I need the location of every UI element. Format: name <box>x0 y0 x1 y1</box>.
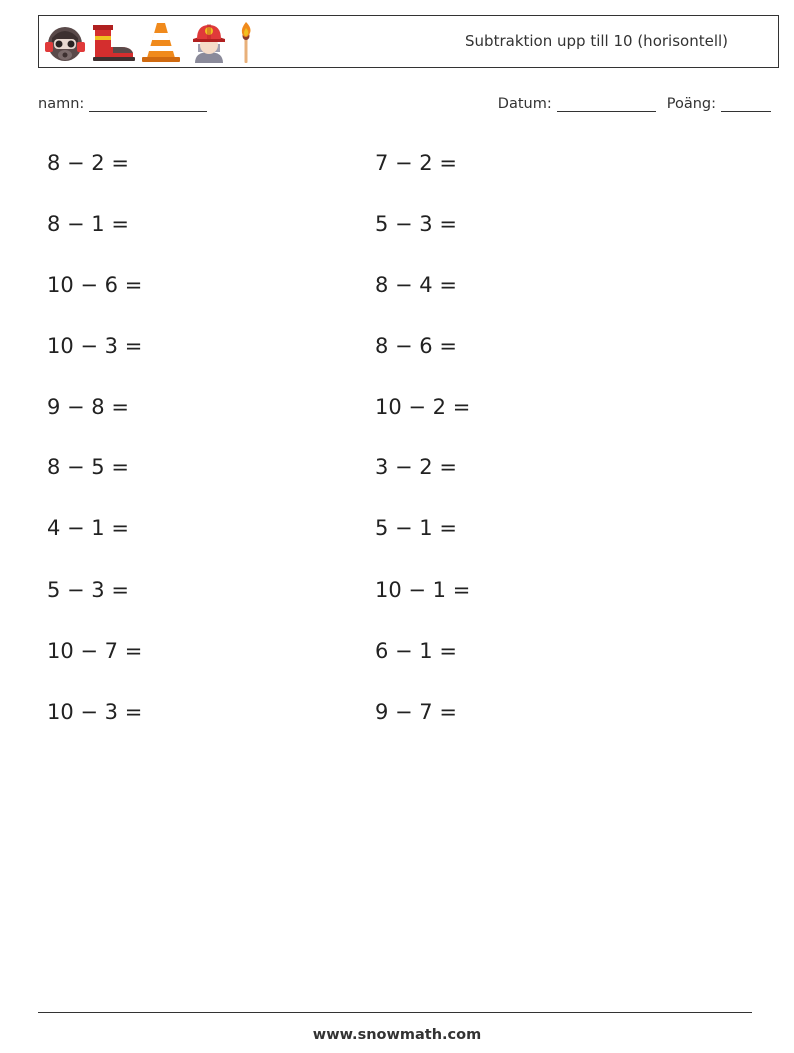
problem-left-4: 10 − 3 = <box>47 334 143 358</box>
problem-left-10: 10 − 3 = <box>47 700 143 724</box>
problem-right-3: 8 − 4 = <box>375 273 457 297</box>
problem-right-4: 8 − 6 = <box>375 334 457 358</box>
problem-left-7: 4 − 1 = <box>47 516 129 540</box>
fire-boot-icon <box>91 20 135 64</box>
problem-right-7: 5 − 1 = <box>375 516 457 540</box>
header-icons <box>43 19 257 65</box>
name-label: namn: <box>38 96 85 112</box>
problem-right-2: 5 − 3 = <box>375 212 457 236</box>
problem-right-8: 10 − 1 = <box>375 578 471 602</box>
gas-mask-icon <box>43 20 87 64</box>
score-blank-line[interactable] <box>721 97 771 112</box>
firefighter-icon <box>187 20 231 64</box>
date-score-fields <box>498 96 771 112</box>
score-label: Poäng: <box>666 96 716 112</box>
worksheet-title: Subtraktion upp till 10 (horisontell) <box>465 32 728 50</box>
problem-left-9: 10 − 7 = <box>47 639 143 663</box>
worksheet-header <box>38 15 779 68</box>
problem-right-9: 6 − 1 = <box>375 639 457 663</box>
problem-right-1: 7 − 2 = <box>375 151 457 175</box>
matchstick-icon <box>235 20 257 64</box>
problem-left-6: 8 − 5 = <box>47 455 129 479</box>
footer-divider <box>38 1012 752 1013</box>
name-blank-line[interactable] <box>89 97 207 112</box>
traffic-cone-icon <box>139 20 183 64</box>
date-blank-line[interactable] <box>557 97 656 112</box>
problem-right-10: 9 − 7 = <box>375 700 457 724</box>
problem-left-8: 5 − 3 = <box>47 578 129 602</box>
student-info-row <box>38 96 771 116</box>
problem-left-2: 8 − 1 = <box>47 212 129 236</box>
problem-left-1: 8 − 2 = <box>47 151 129 175</box>
name-field <box>38 96 207 112</box>
problem-left-3: 10 − 6 = <box>47 273 143 297</box>
problem-left-5: 9 − 8 = <box>47 395 129 419</box>
footer-website[interactable]: www.snowmath.com <box>312 1027 482 1043</box>
problem-right-5: 10 − 2 = <box>375 395 471 419</box>
date-label: Datum: <box>497 96 552 112</box>
problem-right-6: 3 − 2 = <box>375 455 457 479</box>
